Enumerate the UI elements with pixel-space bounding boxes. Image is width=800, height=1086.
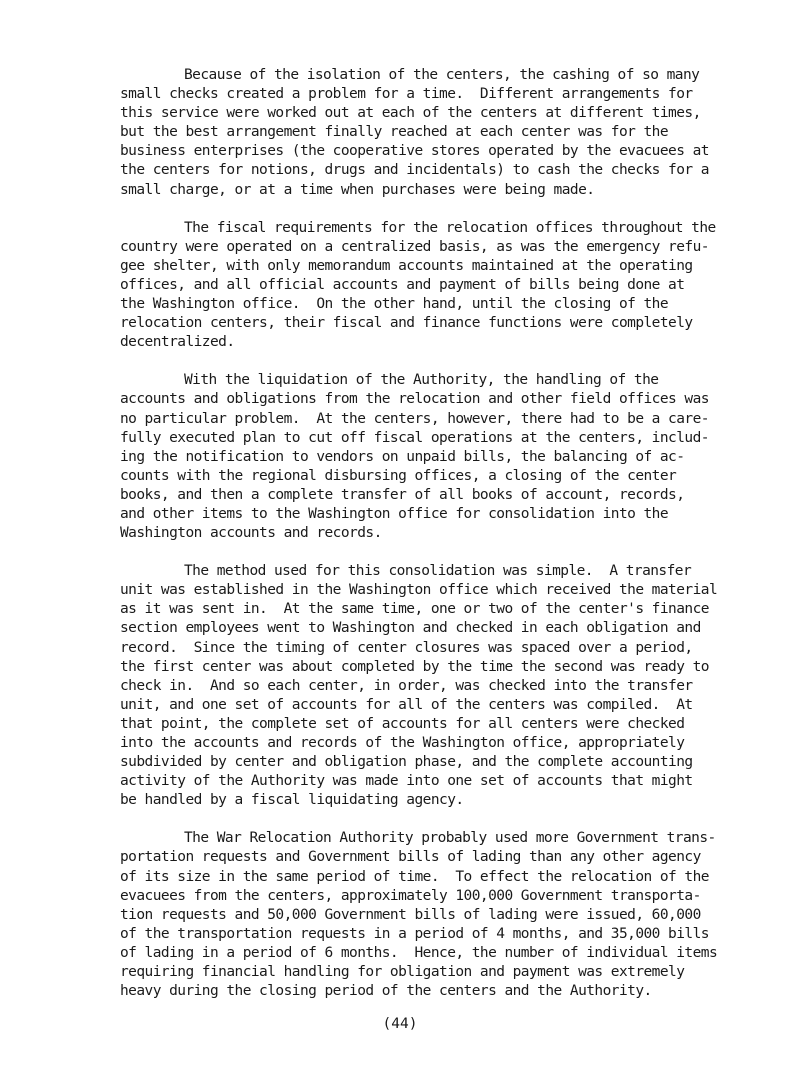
text-line: record. Since the timing of center closures was spaced over a period,	[120, 639, 693, 656]
text-line: as it was sent in. At the same time, one or two of the center's finance	[120, 601, 709, 618]
text-line: small charge, or at a time when purchases were being made.	[120, 181, 595, 198]
text-line: The method used for this consolidation was simple. A transfer	[184, 563, 692, 580]
text-line: that point, the complete set of accounts for all centers were checked	[120, 715, 685, 732]
text-line: subdivided by center and obligation phase, and the complete accounting	[120, 754, 693, 771]
page-number: (44)	[382, 1016, 418, 1032]
text-line: of the transportation requests in a period of 4 months, and 35,000 bills	[120, 925, 709, 942]
paragraph-liquidation	[56, 371, 756, 543]
text-line: into the accounts and records of the Washington office, appropriately	[120, 735, 685, 751]
text-line: no particular problem. At the centers, however, there had to be a care-	[120, 410, 709, 427]
text-line: Washington accounts and records.	[120, 525, 382, 542]
text-line: of its size in the same period of time. To effect the relocation of the	[120, 868, 709, 885]
text-line: relocation centers, their fiscal and finance functions were completely	[120, 315, 693, 332]
paragraph-check-cashing	[56, 66, 756, 200]
paragraph-consolidation-method	[56, 562, 756, 810]
text-line: requiring financial handling for obligation and payment was extremely	[120, 964, 685, 981]
text-line: small checks created a problem for a time. Different arrangements for	[120, 86, 693, 103]
text-line: fully executed plan to cut off fiscal operations at the centers, includ-	[120, 429, 709, 446]
text-line: The fiscal requirements for the relocation offices throughout the	[184, 219, 716, 236]
text-line: and other items to the Washington office for consolidation into the	[120, 505, 669, 522]
text-line: activity of the Authority was made into one set of accounts that might	[120, 773, 693, 790]
text-line: With the liquidation of the Authority, the handling of the	[184, 372, 659, 389]
text-line: section employees went to Washington and checked in each obligation and	[120, 620, 701, 637]
text-line: gee shelter, with only memorandum accounts maintained at the operating	[120, 257, 693, 274]
text-line: business enterprises (the cooperative stores operated by the evacuees at	[120, 143, 709, 160]
text-line: unit was established in the Washington office which received the material	[120, 582, 718, 599]
text-line: tion requests and 50,000 Government bills of lading were issued, 60,000	[120, 906, 701, 923]
paragraph-transportation-requests	[56, 829, 756, 1001]
text-line: accounts and obligations from the relocation and other field offices was	[120, 391, 709, 408]
text-line: heavy during the closing period of the centers and the Authority.	[120, 983, 652, 1000]
text-line: counts with the regional disbursing offices, a closing of the center	[120, 467, 677, 484]
text-line: offices, and all official accounts and payment of bills being done at	[120, 276, 685, 293]
text-line: of lading in a period of 6 months. Hence, the number of individual items	[120, 944, 718, 961]
text-line: books, and then a complete transfer of all books of account, records,	[120, 486, 685, 503]
text-line: the centers for notions, drugs and incidentals) to cash the checks for a	[120, 162, 709, 179]
text-line: portation requests and Government bills of lading than any other agency	[120, 849, 701, 866]
text-line: check in. And so each center, in order, was checked into the transfer	[120, 677, 693, 694]
text-line: Because of the isolation of the centers, the cashing of so many	[184, 67, 700, 83]
text-line: but the best arrangement finally reached at each center was for the	[120, 124, 669, 141]
text-line: country were operated on a centralized basis, as was the emergency refu-	[120, 238, 709, 255]
text-line: The War Relocation Authority probably used more Government trans-	[184, 830, 716, 847]
text-line: be handled by a fiscal liquidating agency.	[120, 792, 464, 809]
text-line: the Washington office. On the other hand, until the closing of the	[120, 296, 669, 313]
text-line: decentralized.	[120, 334, 235, 351]
text-line: ing the notification to vendors on unpaid bills, the balancing of ac-	[120, 448, 685, 465]
text-line: evacuees from the centers, approximately 100,000 Government transporta-	[120, 887, 701, 904]
text-line: unit, and one set of accounts for all of the centers was compiled. At	[120, 696, 693, 713]
text-line: the first center was about completed by the time the second was ready to	[120, 658, 709, 675]
document-page	[56, 66, 756, 1020]
text-line: this service were worked out at each of the centers at different times,	[120, 105, 701, 122]
paragraph-fiscal-requirements	[56, 219, 756, 353]
